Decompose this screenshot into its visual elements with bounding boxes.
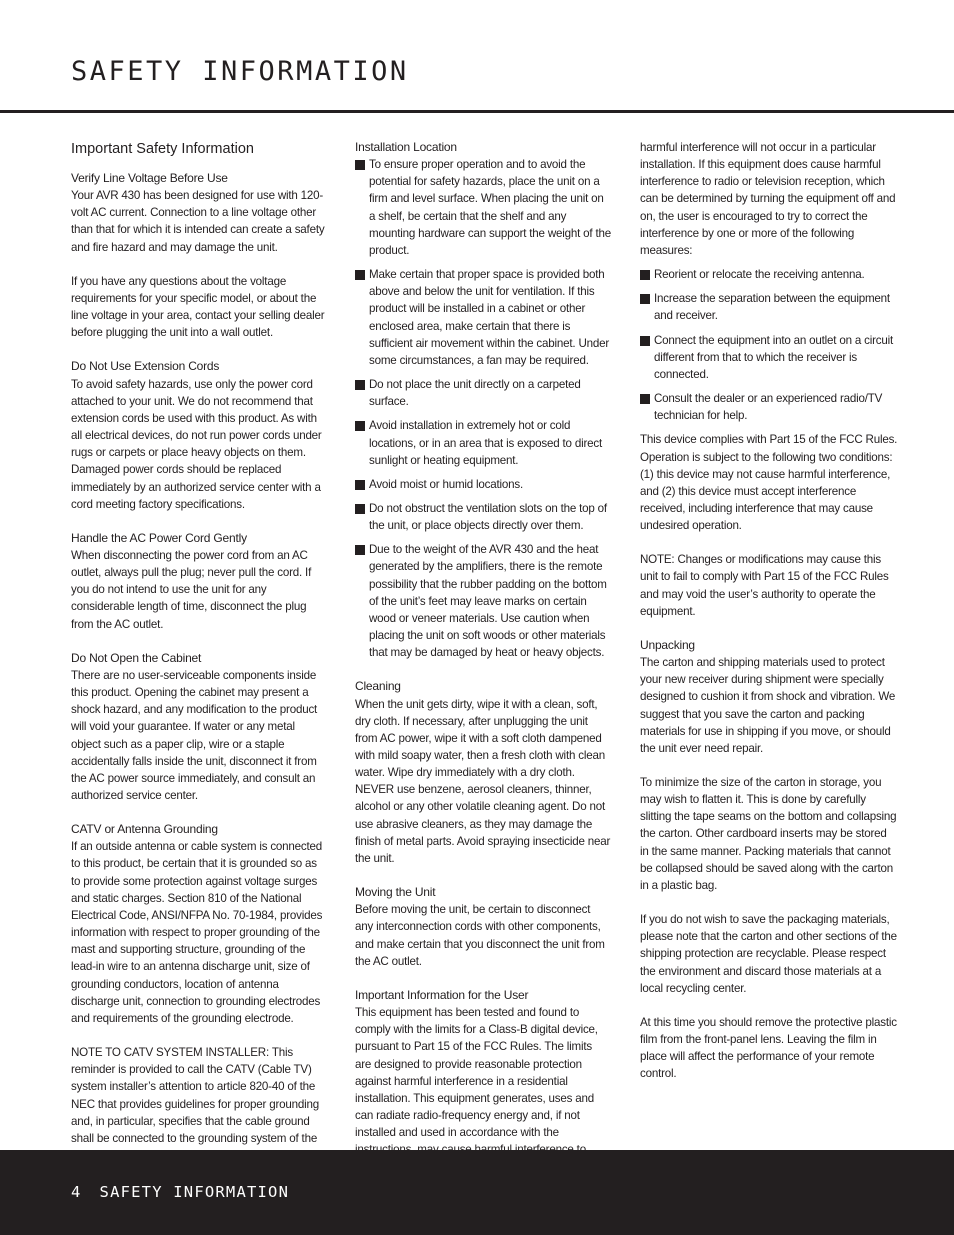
square-bullet-icon: [640, 336, 650, 346]
voltage-paragraph-2: If you have any questions about the voltage requirements for your specific model, or about the line voltage in your area, contact your selling dealer before plugging the unit into a wall outlet.: [71, 274, 325, 340]
cabinet-paragraph: There are no user-serviceable components inside this product. Opening the cabinet may present a shock hazard, and any modification to the product will void your guarantee. If water or any metal object such as a paper clip, wire or a staple accidentally falls inside the unit, disconnect it from the AC power source immediately, and consult an authorized service center.: [71, 668, 318, 802]
square-bullet-icon: [355, 380, 365, 390]
square-bullet-icon: [640, 270, 650, 280]
cabinet-subheading: Do Not Open the Cabinet: [71, 650, 202, 665]
fcc-note: [640, 551, 898, 620]
catv-paragraph: If an outside antenna or cable system is connected to this product, be certain that it is grounded so as to provide some protection against voltage surges and static charges. Section 810 of the National Electrical Code, ANSI/NFPA No. 70-1984, provides information with respect to proper grounding of the mast and supporting structure, grounding of the lead-in wire to an antenna discharge unit, size of grounding conductors, location of antenna discharge unit, connection to grounding electrodes and requirements of the grounding electrode.: [71, 840, 323, 1025]
measure-bullet: Connect the equipment into an outlet on a circuit different from that to which the receiver is connected.: [640, 332, 898, 383]
column-2: [355, 139, 611, 1193]
page-number: 4: [71, 1183, 82, 1201]
footer-label: [71, 1183, 307, 1201]
extension-paragraph: To avoid safety hazards, use only the power cord attached to your unit. We do not recommend that extension cords be used with this product. As with all electrical devices, do not run power cords under rugs or carpets or place heavy objects on them. Damaged power cords should be replaced immediately by an authorized service center with a cord meeting factory specifications.: [71, 377, 322, 511]
fcc-note-text: Changes or modifications may cause this unit to fail to comply with Part 15 of the FCC Rules and may void the user’s authority to operate the equipment.: [640, 553, 889, 618]
fcc-paragraph: This device complies with Part 15 of the FCC Rules. Operation is subject to the following two conditions: (1) this device may not cause harmful interference, and (2) this device must accept interference received, including interference that may cause undesired operation.: [640, 433, 898, 533]
measure-bullet: Reorient or relocate the receiving antenna.: [640, 266, 898, 283]
interference-paragraph: harmful interference will not occur in a particular installation. If this equipment does cause harmful interference to radio or television reception, which can be determined by turning the equipment off and on, the user is encouraged to try to correct the interference by one or more of the following measures:: [640, 141, 896, 257]
square-bullet-icon: [355, 545, 365, 555]
square-bullet-icon: [355, 160, 365, 170]
footer-section-title: SAFETY INFORMATION: [99, 1183, 290, 1201]
unpacking-subheading: Unpacking: [640, 637, 695, 652]
moving-subheading: Moving the Unit: [355, 885, 436, 900]
square-bullet-icon: [355, 480, 365, 490]
square-bullet-icon: [640, 294, 650, 304]
cord-paragraph: When disconnecting the power cord from an AC outlet, always pull the plug; never pull the cord. If you do not intend to use the unit for any considerable length of time, disconnect the plug from the AC outlet.: [71, 548, 312, 631]
cleaning-paragraph: When the unit gets dirty, wipe it with a clean, soft, dry cloth. If necessary, after unplugging the unit from AC power, wipe it with a soft cloth dampened with mild soapy water, then a fresh cloth with clean water. Wipe dry immediately with a dry cloth. NEVER use benzene, aerosol cleaners, thinner, alcohol or any other volatile cleaning agent. Do not use abrasive cleaners, as they may damage the finish of metal parts. Avoid spraying insecticide near the unit.: [355, 697, 611, 865]
user-info-subheading: Important Information for the User: [355, 987, 529, 1002]
unpacking-paragraph-4: At this time you should remove the protective plastic film from the front-panel lens. Leaving the film in place will affect the performance of your remote control.: [640, 1015, 897, 1081]
cleaning-subheading: Cleaning: [355, 679, 401, 694]
catv-note-label: NOTE TO CATV SYSTEM INSTALLER:: [71, 1046, 270, 1060]
page-title: SAFETY INFORMATION: [71, 56, 409, 87]
install-bullet: Avoid moist or humid locations.: [355, 476, 611, 493]
square-bullet-icon: [640, 394, 650, 404]
measure-bullet: Increase the separation between the equipment and receiver.: [640, 290, 898, 324]
catv-note-text: This reminder is provided to call the CATV (Cable TV) system installer’s attention to article 820-40 of the NEC that provides guidelines for proper grounding and, in particular, specifies that the cable ground shall be connected to the grounding system of the: [71, 1046, 319, 1145]
install-bullet: Avoid installation in extremely hot or cold locations, or in an area that is exposed to direct sunlight or heating equipment.: [355, 417, 611, 468]
unpacking-paragraph-3: If you do not wish to save the packaging materials, please note that the carton and other sections of the shipping protection are recyclable. Please respect the environment and discard those materials at a local recycling center.: [640, 913, 897, 995]
square-bullet-icon: [355, 421, 365, 431]
install-subheading: Installation Location: [355, 140, 457, 154]
install-bullet: Make certain that proper space is provided both above and below the unit for ventilation. If this product will be installed in a cabinet or other enclosed area, make certain that there is sufficient air movement within the cabinet. Under some circumstances, a fan may be required.: [355, 266, 611, 369]
title-rule: [0, 110, 954, 113]
install-bullet: To ensure proper operation and to avoid the potential for safety hazards, place the unit on a firm and level surface. When placing the unit on a shelf, be certain that the shelf and any mounting hardware can support the weight of the product.: [355, 156, 611, 259]
section-heading: Important Safety Information: [71, 141, 254, 157]
column-1: [71, 139, 327, 1181]
catv-subheading: CATV or Antenna Grounding: [71, 822, 218, 837]
square-bullet-icon: [355, 270, 365, 280]
moving-paragraph: Before moving the unit, be certain to disconnect any interconnection cords with other components, and make certain that you disconnect the unit from the AC outlet.: [355, 903, 605, 968]
square-bullet-icon: [355, 504, 365, 514]
install-bullet: Due to the weight of the AVR 430 and the heat generated by the amplifiers, there is the remote possibility that the rubber padding on the bottom of the unit’s feet may leave marks on certain wood or veneer materials. Use caution when placing the unit on soft woods or other materials that may be damaged by heat or heavy objects.: [355, 541, 611, 661]
install-bullet: Do not place the unit directly on a carpeted surface.: [355, 376, 611, 410]
install-bullet: Do not obstruct the ventilation slots on the top of the unit, or place objects directly over them.: [355, 500, 611, 534]
unpacking-paragraph: The carton and shipping materials used to protect your new receiver during shipment were specially designed to cushion it from shock and vibration. We suggest that you save the carton and packing materials for use in shipping if you move, or should the unit ever need repair.: [640, 656, 896, 755]
measure-bullet: Consult the dealer or an experienced radio/TV technician for help.: [640, 390, 898, 424]
column-3: [640, 139, 898, 1083]
cord-subheading: Handle the AC Power Cord Gently: [71, 530, 247, 545]
unpacking-paragraph-2: To minimize the size of the carton in storage, you may wish to flatten it. This is done by carefully slitting the tape seams on the bottom and collapsing the carton. Other cardboard inserts may be stored in the same manner. Packing materials that cannot be collapsed should be saved along with the carton in a plastic bag.: [640, 776, 897, 892]
voltage-subheading: Verify Line Voltage Before Use: [71, 171, 228, 185]
user-info-paragraph: This equipment has been tested and found to comply with the limits for a Class-B digital device, pursuant to Part 15 of the FCC Rules. The limits are designed to provide reasonable protection against harmful interference in a residential installation. This equipment generates, uses and can radiate radio-frequency energy and, if not installed and used in accordance with the: [355, 1006, 598, 1140]
voltage-paragraph: Your AVR 430 has been designed for use with 120-volt AC current. Connection to a line voltage other than that for which it is intended can create a safety and fire hazard and may damage the unit.: [71, 189, 325, 254]
extension-subheading: Do Not Use Extension Cords: [71, 359, 220, 374]
fcc-note-label: NOTE:: [640, 553, 675, 567]
